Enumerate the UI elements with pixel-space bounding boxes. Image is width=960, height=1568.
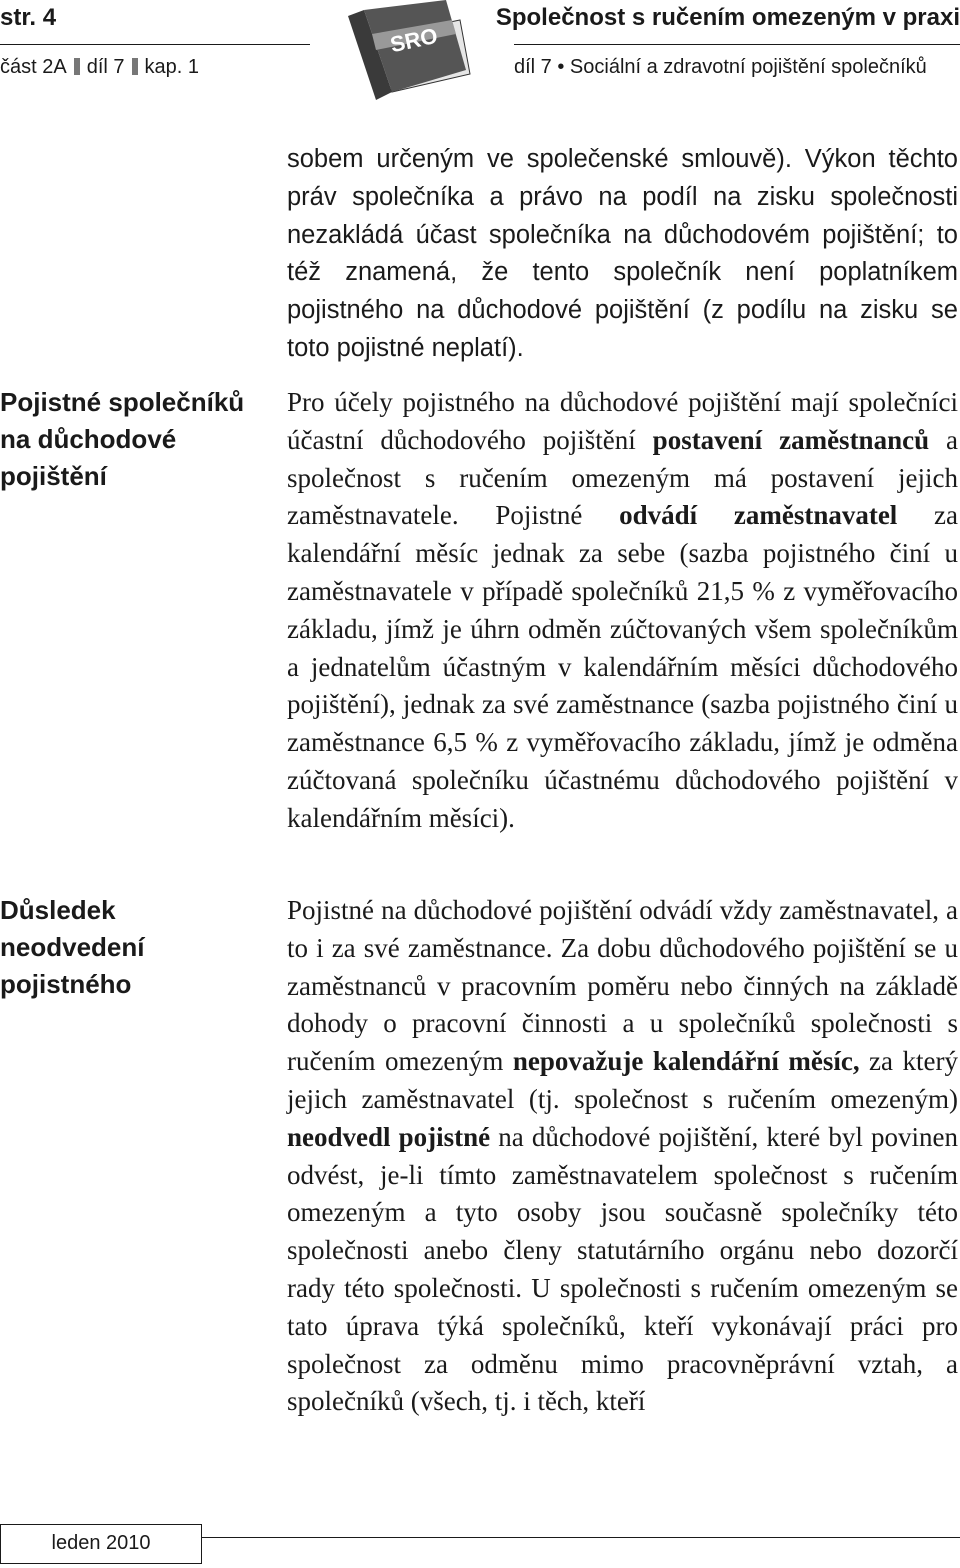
sro-book-logo <box>342 0 472 112</box>
text-run: za kalendářní měsíc jednak za sebe (sazba pojistného činí u zaměstnavatele v případě společníků 21,5 % z vyměřovacího základu, jímž je úhrn odměn zúčtovaných všem společníkům a jednatelům účastným v kalendářním měsíci důchodového pojištění), jednak za své zaměstnance (sazba pojistného činí u zaměstnance 6,5 % z vyměřovacího základu, jímž je odměna zúčtovaná společníku účastnému důchodového pojištění v kalendářním měsíci). <box>287 500 958 833</box>
chapter-line: díl 7 • Sociální a zdravotní pojištění společníků <box>514 56 927 78</box>
breadcrumb-chapter: kap. 1 <box>144 56 199 78</box>
bold-run: neodvedl pojistné <box>287 1121 491 1152</box>
bold-run: postavení zaměstnanců <box>652 424 930 455</box>
text-run: a společnost s ručením omezeným má postavení jejich zaměstnavatele. Pojistné <box>287 424 958 531</box>
logo-label: SRO <box>387 22 440 58</box>
breadcrumb-part: část 2A <box>0 56 67 78</box>
text-run: za který jejich zaměstnavatel (tj. společnost s ručením omezeným) <box>287 1046 958 1114</box>
header-rule-left <box>0 44 310 45</box>
breadcrumb <box>0 56 199 79</box>
paragraph-non-payment <box>287 892 958 1421</box>
paragraph-text: sobem určeným ve společenské smlouvě). Výkon těchto práv společníka a právo na podíl na zisku společnosti nezakládá účast společníka na důchodovém pojištění; to též znamená, že tento společník není poplatníkem pojistného na důchodové pojištění (z podílu na zisku se toto pojistné neplatí). <box>287 145 958 362</box>
breadcrumb-separator <box>132 58 138 75</box>
bold-run: odvádí zaměstnavatel <box>619 500 898 531</box>
bold-run: nepovažuje kalendářní měsíc, <box>512 1046 860 1077</box>
paragraph-continuation <box>287 141 958 368</box>
text-run: na důchodové pojištění, které byl povinen odvést, je-li tímto zaměstnavatelem společnost s ručením omezeným a tyto osoby jsou současně společníky této společnosti anebo členy statutárního orgánu nebo dozorčí rady této společnosti. U společnosti s ručením omezeným se tato úprava týká společníků, kteří vykonávají práci pro společnost za odměnu mimo pracovněprávní vztah, a společníků (všech, tj. i těch, kteří <box>287 1121 958 1417</box>
text-run: Pro účely pojistného na důchodové pojištění mají společníci účastní důchodového pojištění <box>287 387 958 455</box>
sidebar-heading-non-payment-consequence: Důsledek neodvedení pojistného <box>0 895 145 999</box>
header-rule-right <box>514 44 960 45</box>
breadcrumb-separator <box>74 58 80 75</box>
book-title: Společnost s ručením omezeným v praxi <box>495 4 960 31</box>
footer-rule <box>202 1537 960 1538</box>
footer-date: leden 2010 <box>51 1532 151 1554</box>
breadcrumb-volume: díl 7 <box>86 56 125 78</box>
text-run: Pojistné na důchodové pojištění odvádí vždy zaměstnavatel, a to i za své zaměstnance. Za dobu důchodového pojištění se u zaměstnanců v pracovním poměru nebo činných na základě dohody o pracovní činnosti a u společníků společnosti s ručením omezeným <box>287 895 958 1077</box>
sidebar-heading-pension-contributions: Pojistné společníků na důchodové pojištění <box>0 387 245 491</box>
paragraph-contribution-rates <box>287 384 958 838</box>
page-number: str. 4 <box>0 4 57 31</box>
